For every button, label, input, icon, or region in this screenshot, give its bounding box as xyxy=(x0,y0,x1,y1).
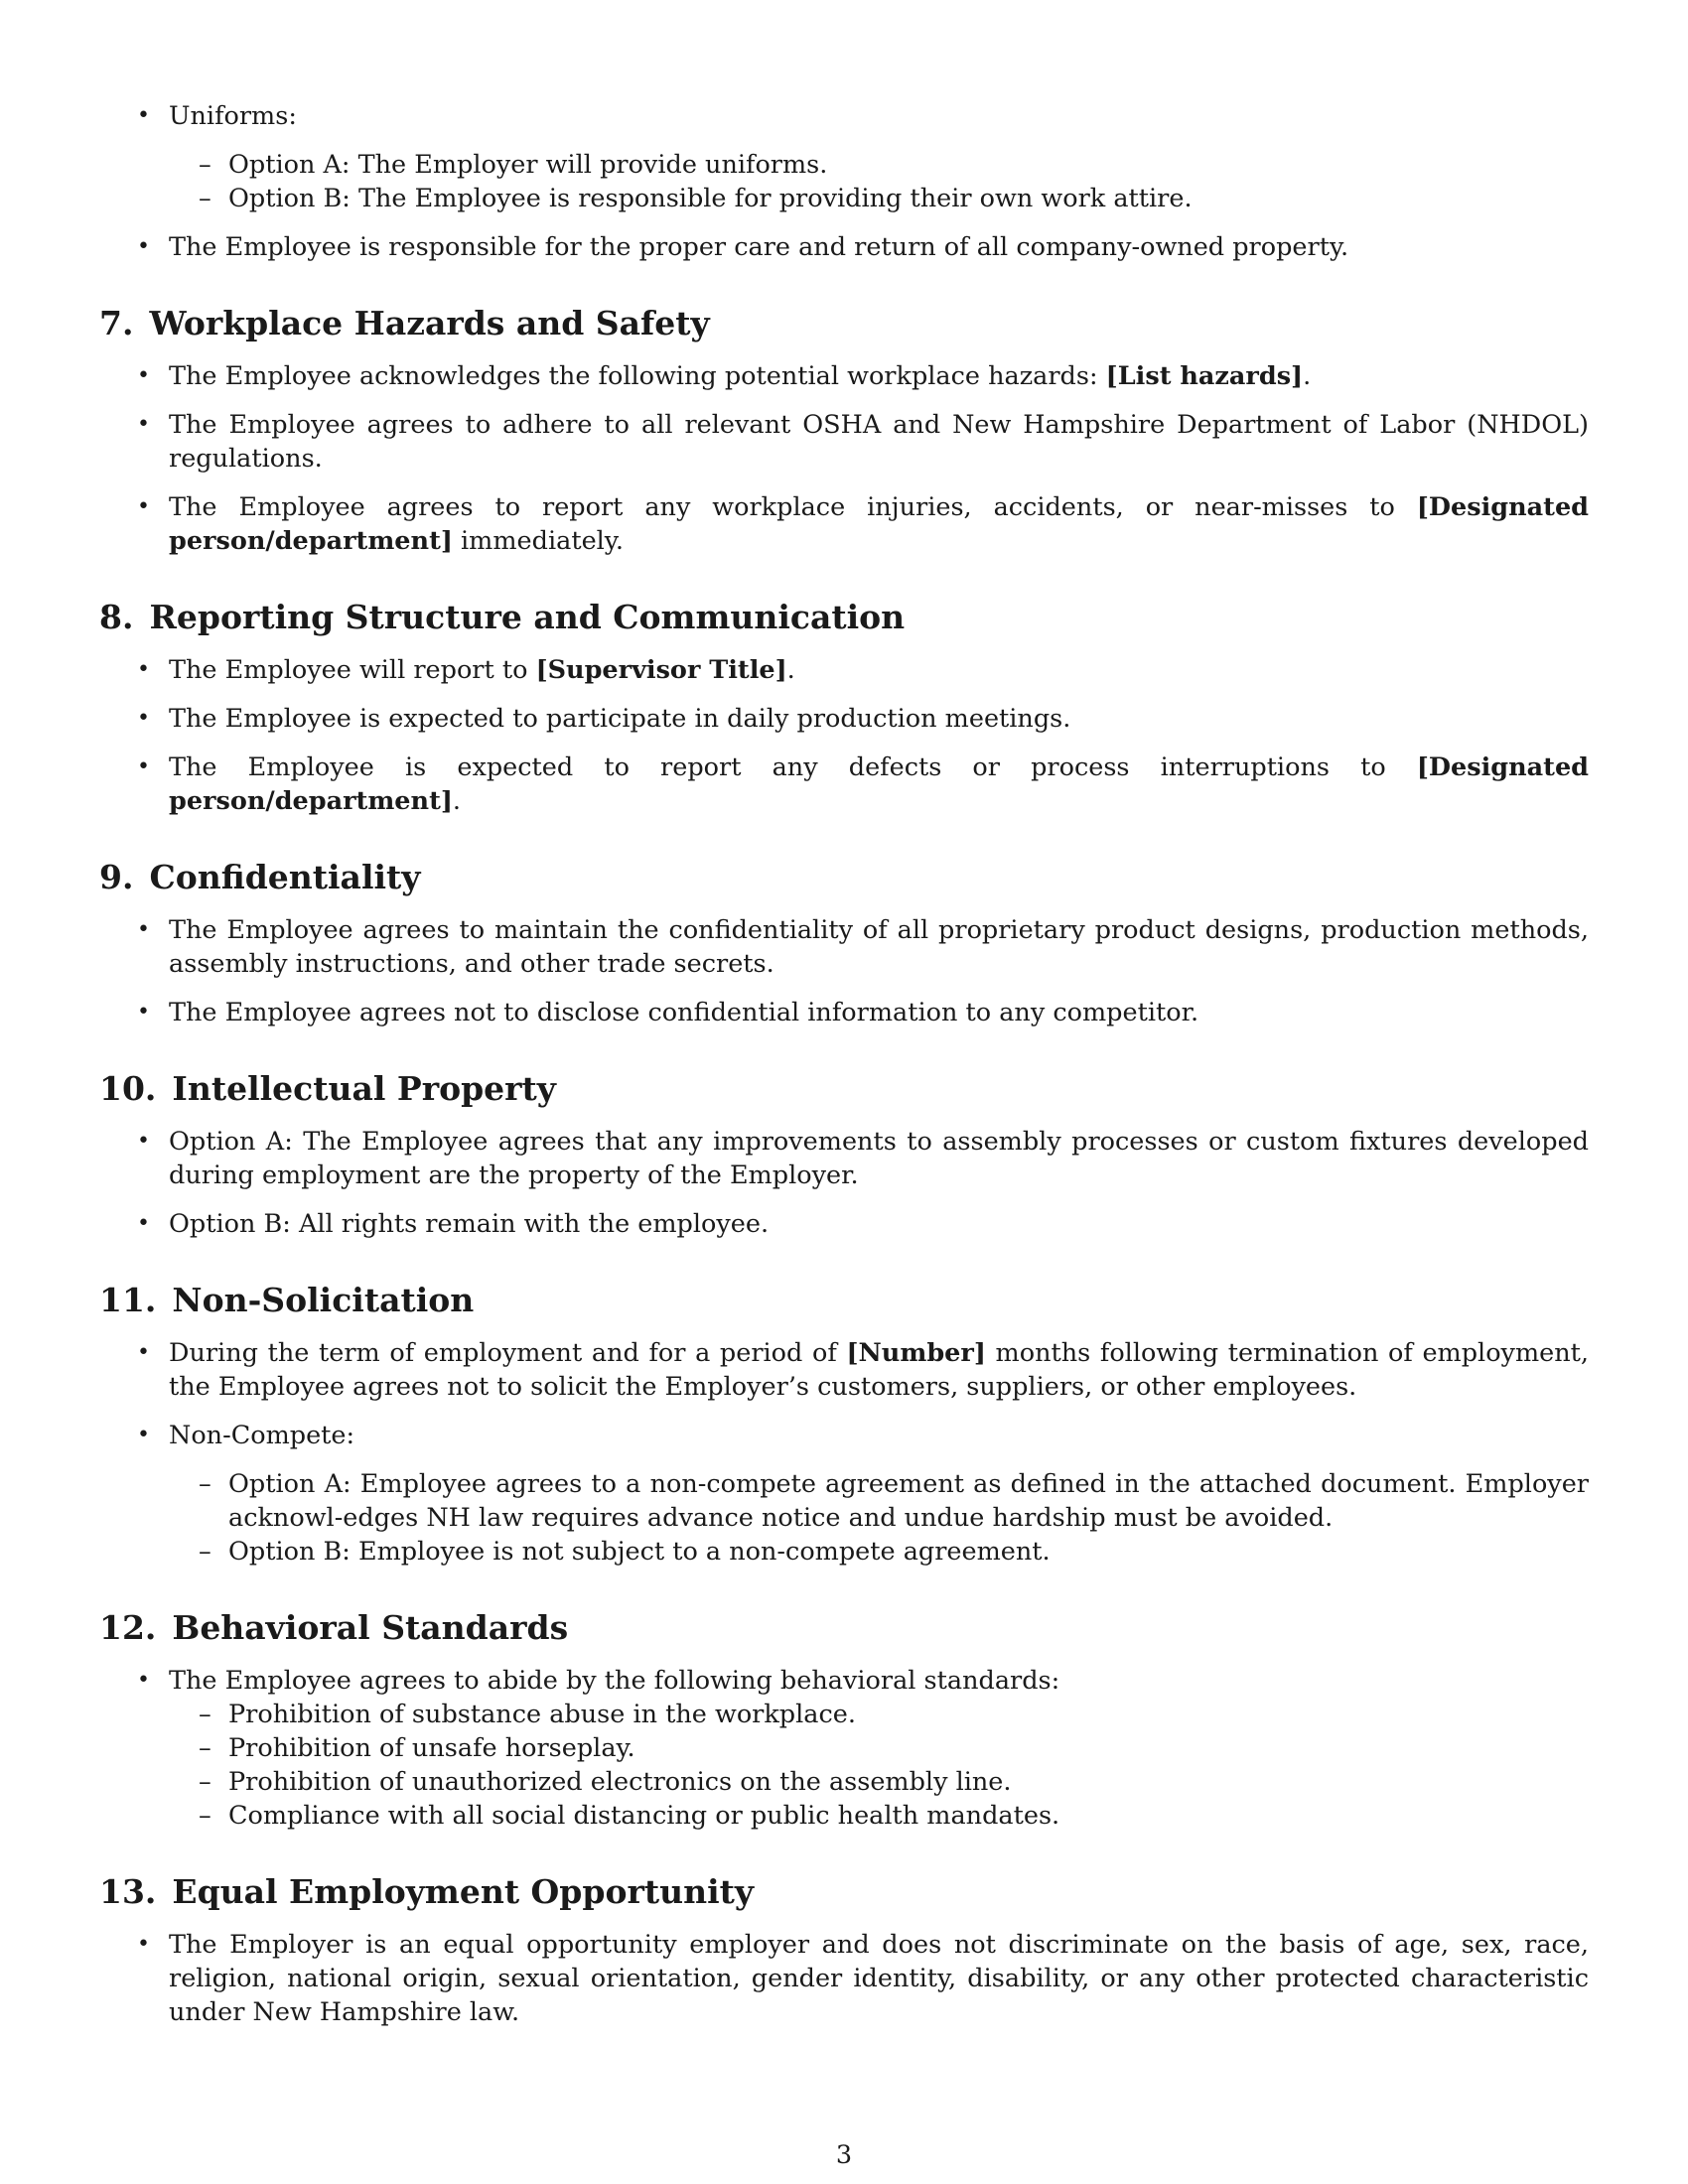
section-title: Behavioral Standards xyxy=(172,1608,569,1647)
noncompete-options xyxy=(169,1467,1589,1569)
placeholder-field: [Designated person/department] xyxy=(169,492,1589,556)
text-segment: The Employee agrees to report any workplace injuries, accidents, or near-misses to xyxy=(169,492,1417,522)
noncompete-label: Non-Compete: xyxy=(169,1421,355,1450)
section-list xyxy=(99,653,1589,818)
section-heading xyxy=(99,858,1589,897)
section-title: Equal Employment Opportunity xyxy=(172,1872,755,1911)
text-segment: . xyxy=(452,786,462,816)
list-item xyxy=(99,490,1589,558)
section-title: Intellectual Property xyxy=(172,1069,556,1108)
list-item: • The Employee agrees not to disclose confidential information to any competitor. xyxy=(99,996,1589,1029)
list-item: – Option B: The Employee is responsible for providing their own work attire. xyxy=(169,182,1589,215)
section-number: 11. xyxy=(99,1281,157,1319)
list-item: – Prohibition of substance abuse in the workplace. xyxy=(169,1698,1589,1731)
page-number: 3 xyxy=(835,2140,853,2170)
section-number: 12. xyxy=(99,1608,157,1647)
section-list xyxy=(99,1928,1589,2029)
section-number: 13. xyxy=(99,1872,157,1911)
section-list xyxy=(99,1336,1589,1569)
list-item: – Prohibition of unsafe horseplay. xyxy=(169,1731,1589,1765)
section-heading xyxy=(99,1069,1589,1109)
list-item xyxy=(99,653,1589,687)
section-number: 8. xyxy=(99,598,134,636)
text-segment: . xyxy=(1303,361,1312,391)
text-segment: The Employee will report to xyxy=(169,655,536,685)
text-segment: months following termination of employment, the Employee agrees not to solicit the Employer’s customers, suppliers, or other employees. xyxy=(169,1338,1589,1402)
list-item xyxy=(99,99,1589,215)
section-heading xyxy=(99,1281,1589,1320)
uniforms-options xyxy=(169,148,1589,215)
standards-intro: The Employee agrees to abide by the following behavioral standards: xyxy=(169,1666,1060,1696)
text-segment: During the term of employment and for a period of xyxy=(169,1338,847,1368)
uniforms-label: Uniforms: xyxy=(169,101,297,131)
list-item: • Option B: All rights remain with the employee. xyxy=(99,1207,1589,1241)
section-heading xyxy=(99,1608,1589,1648)
section-title: Workplace Hazards and Safety xyxy=(149,304,710,342)
behavioral-standards xyxy=(169,1698,1589,1833)
text-segment: immediately. xyxy=(452,526,624,556)
placeholder-field: [Designated person/department] xyxy=(169,752,1589,816)
section-title: Confidentiality xyxy=(149,858,421,896)
list-item: • The Employee is responsible for the proper care and return of all company-owned property. xyxy=(99,230,1589,264)
list-item xyxy=(99,1664,1589,1833)
placeholder-field: [Number] xyxy=(846,1338,986,1368)
placeholder-field: [List hazards] xyxy=(1105,361,1304,391)
text-segment: . xyxy=(786,655,795,685)
list-item: – Prohibition of unauthorized electronics on the assembly line. xyxy=(169,1765,1589,1799)
list-item: • Option A: The Employee agrees that any improvements to assembly processes or custom fixtures developed during employment are the property of the Employer. xyxy=(99,1125,1589,1192)
section-heading xyxy=(99,1872,1589,1912)
placeholder-field: [Supervisor Title] xyxy=(535,655,787,685)
list-item xyxy=(99,1336,1589,1404)
section-title: Reporting Structure and Communication xyxy=(149,598,906,636)
section-title: Non-Solicitation xyxy=(172,1281,475,1319)
list-item xyxy=(99,751,1589,818)
list-item: – Option B: Employee is not subject to a non-compete agreement. xyxy=(169,1535,1589,1569)
list-item: • The Employer is an equal opportunity employer and does not discriminate on the basis of age, sex, race, religion, national origin, sexual orientation, gender identity, disability, or any other protected characteristic under New Hampshire law. xyxy=(99,1928,1589,2029)
section-list xyxy=(99,1125,1589,1241)
text-segment: The Employee is expected to report any defects or process interruptions to xyxy=(169,752,1417,782)
section-heading xyxy=(99,598,1589,637)
section-list xyxy=(99,913,1589,1029)
text-segment: The Employee acknowledges the following potential workplace hazards: xyxy=(169,361,1106,391)
carryover-list xyxy=(99,99,1589,264)
section-number: 10. xyxy=(99,1069,157,1108)
section-number: 7. xyxy=(99,304,134,342)
section-number: 9. xyxy=(99,858,134,896)
list-item xyxy=(99,359,1589,393)
list-item xyxy=(99,1419,1589,1569)
list-item: – Option A: The Employer will provide uniforms. xyxy=(169,148,1589,182)
list-item: • The Employee is expected to participate in daily production meetings. xyxy=(99,702,1589,736)
section-list xyxy=(99,359,1589,558)
list-item: • The Employee agrees to maintain the confidentiality of all proprietary product designs, production methods, assembly instructions, and other trade secrets. xyxy=(99,913,1589,981)
section-list xyxy=(99,1664,1589,1833)
list-item: – Option A: Employee agrees to a non-compete agreement as defined in the attached document. Employer acknowl-edges NH law requires advance notice and undue hardship must be avoided. xyxy=(169,1467,1589,1535)
list-item: • The Employee agrees to adhere to all relevant OSHA and New Hampshire Department of Labor (NHDOL) regulations. xyxy=(99,408,1589,476)
document-body xyxy=(99,99,1589,2029)
list-item: – Compliance with all social distancing or public health mandates. xyxy=(169,1799,1589,1833)
section-heading xyxy=(99,304,1589,343)
